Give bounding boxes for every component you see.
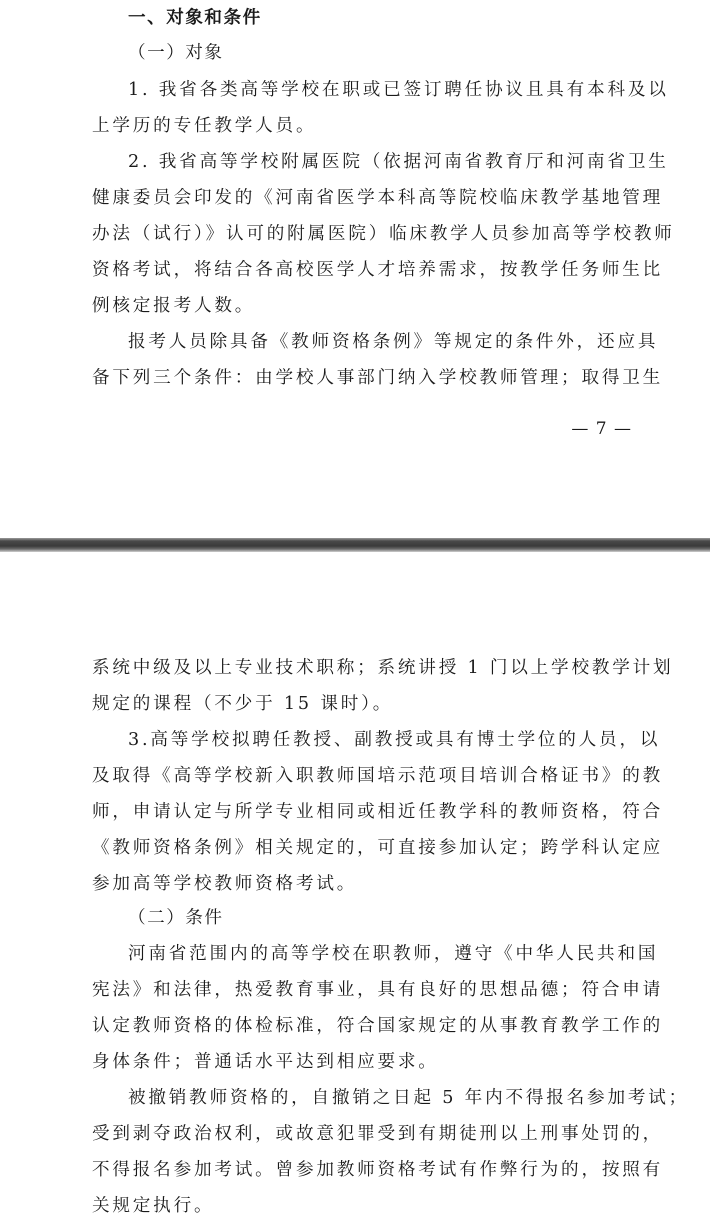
paragraph-line: 办法（试行）》认可的附属医院）临床教学人员参加高等学校教师 [92,224,675,244]
paragraph-line: 资格考试，将结合各高校医学人才培养需求，按教学任务师生比 [92,260,664,280]
paragraph-line: 身体条件；普通话水平达到相应要求。 [92,1052,439,1072]
paragraph-line: 及取得《高等学校新入职教师国培示范项目培训合格证书》的教 [92,766,664,786]
paragraph-line: 河南省范围内的高等学校在职教师，遵守《中华人民共和国 [128,944,659,964]
paragraph-line: 上学历的专任教学人员。 [92,116,317,136]
paragraph-line: 2. 我省高等学校附属医院（依据河南省教育厅和河南省卫生 [128,152,669,172]
document-page-top [0,0,710,538]
subsection-heading-conditions: （二）条件 [128,908,224,928]
paragraph-line: 例核定报考人数。 [92,296,256,316]
paragraph-line: 受到剥夺政治权利，或故意犯罪受到有期徒刑以上刑事处罚的， [92,1124,664,1144]
page-separator [0,538,710,552]
paragraph-line: 《教师资格条例》相关规定的，可直接参加认定；跨学科认定应 [92,838,664,858]
subsection-heading-objects: （一）对象 [128,43,224,63]
paragraph-line: 认定教师资格的体检标准，符合国家规定的从事教育教学工作的 [92,1016,664,1036]
paragraph-line: 不得报名参加考试。曾参加教师资格考试有作弊行为的，按照有 [92,1160,664,1180]
section-heading: 一、对象和条件 [128,8,262,28]
document-page-bottom [0,552,710,1221]
paragraph-line: 健康委员会印发的《河南省医学本科高等院校临床教学基地管理 [92,188,664,208]
paragraph-line: 1. 我省各类高等学校在职或已签订聘任协议且具有本科及以 [128,80,669,100]
paragraph-line: 参加高等学校教师资格考试。 [92,874,358,894]
paragraph-line: 被撤销教师资格的，自撤销之日起 5 年内不得报名参加考试； [128,1088,690,1108]
paragraph-line: 师，申请认定与所学专业相同或相近任教学科的教师资格，符合 [92,802,664,822]
paragraph-line: 备下列三个条件：由学校人事部门纳入学校教师管理；取得卫生 [92,368,664,388]
paragraph-line: 报考人员除具备《教师资格条例》等规定的条件外，还应具 [128,332,659,352]
paragraph-line: 3.高等学校拟聘任教授、副教授或具有博士学位的人员，以 [128,730,661,750]
page-number: — 7 — [571,419,632,439]
paragraph-line: 宪法》和法律，热爱教育事业，具有良好的思想品德；符合申请 [92,980,664,1000]
paragraph-line: 关规定执行。 [92,1196,215,1216]
paragraph-line: 规定的课程（不少于 15 课时）。 [92,694,394,714]
paragraph-line: 系统中级及以上专业技术职称；系统讲授 1 门以上学校教学计划 [92,658,674,678]
